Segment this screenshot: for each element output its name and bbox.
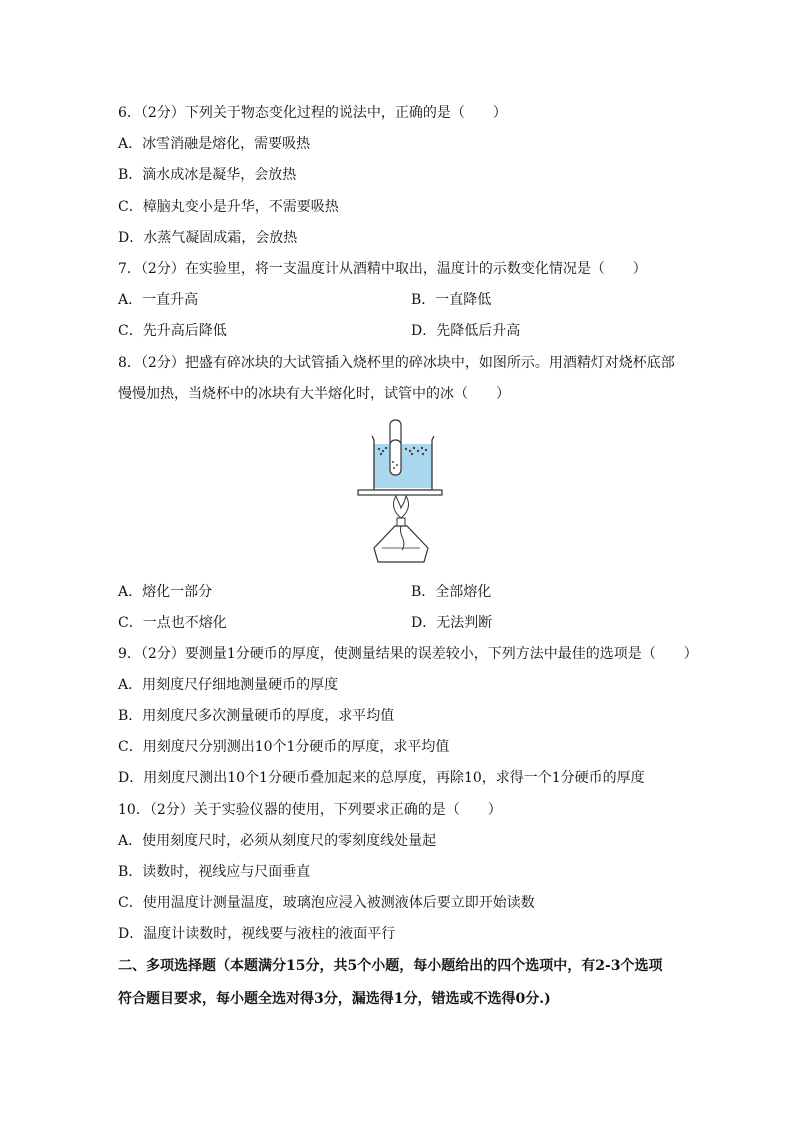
question-8-stem-line1: 8．（2分）把盛有碎冰块的大试管插入烧杯里的碎冰块中，如图所示。用酒精灯对烧杯底部: [118, 355, 675, 371]
question-9-option-d: D．用刻度尺测出10个1分硬币叠加起来的总厚度，再除10，求得一个1分硬币的厚度: [118, 770, 645, 786]
stand-platform: [358, 490, 442, 495]
question-10-option-d: D．温度计读数时，视线要与液柱的液面平行: [118, 926, 396, 942]
question-6-option-a: A．冰雪消融是熔化，需要吸热: [118, 136, 311, 152]
question-10-option-a: A．使用刻度尺时，必须从刻度尺的零刻度线处量起: [118, 833, 437, 849]
question-7-option-d: D．先降低后升高: [411, 323, 521, 339]
question-6-option-c: C．樟脑丸变小是升华，不需要吸热: [118, 199, 339, 215]
question-9-option-a: A．用刻度尺仔细地测量硬币的厚度: [118, 677, 339, 693]
section-heading-line1: 二、多项选择题（本题满分15分，共5个小题，每小题给出的四个选项中，有2-3个选项: [118, 958, 663, 974]
question-10-option-c: C．使用温度计测量温度，玻璃泡应浸入被测液体后要立即开始读数: [118, 895, 535, 911]
question-7-option-b: B．一直降低: [411, 292, 492, 308]
question-7-option-c: C．先升高后降低: [118, 323, 227, 339]
beaker-experiment-figure: [352, 418, 446, 568]
question-9-option-b: B．用刻度尺多次测量硬币的厚度，求平均值: [118, 708, 395, 724]
question-8-option-a: A．熔化一部分: [118, 584, 213, 600]
flame: [393, 496, 408, 518]
test-tube-lower: [390, 440, 401, 475]
question-6-stem: 6．（2分）下列关于物态变化过程的说法中，正确的是（ ）: [118, 105, 507, 121]
question-10-option-b: B．读数时，视线应与尺面垂直: [118, 864, 311, 880]
question-8-option-b: B．全部熔化: [411, 584, 492, 600]
question-8-option-c: C．一点也不熔化: [118, 615, 227, 631]
question-7-option-a: A．一直升高: [118, 292, 199, 308]
question-6-option-b: B．滴水成冰是凝华，会放热: [118, 167, 297, 183]
question-9-option-c: C．用刻度尺分别测出10个1分硬币的厚度，求平均值: [118, 739, 450, 755]
section-heading-line2: 符合题目要求，每小题全选对得3分，漏选得1分，错选或不选得0分.): [118, 991, 551, 1007]
question-6-option-d: D．水蒸气凝固成霜，会放热: [118, 230, 298, 246]
question-10-stem: 10．（2分）关于实验仪器的使用，下列要求正确的是（ ）: [118, 802, 502, 818]
question-7-stem: 7．（2分）在实验里，将一支温度计从酒精中取出，温度计的示数变化情况是（ ）: [118, 261, 647, 277]
question-9-stem: 9．（2分）要测量1分硬币的厚度，使测量结果的误差较小，下列方法中最佳的选项是（ ）: [118, 646, 698, 662]
question-8-stem-line2: 慢慢加热，当烧杯中的冰块有大半熔化时，试管中的冰（ ）: [118, 386, 510, 402]
question-8-option-d: D．无法判断: [411, 615, 493, 631]
lamp-neck: [397, 518, 405, 526]
